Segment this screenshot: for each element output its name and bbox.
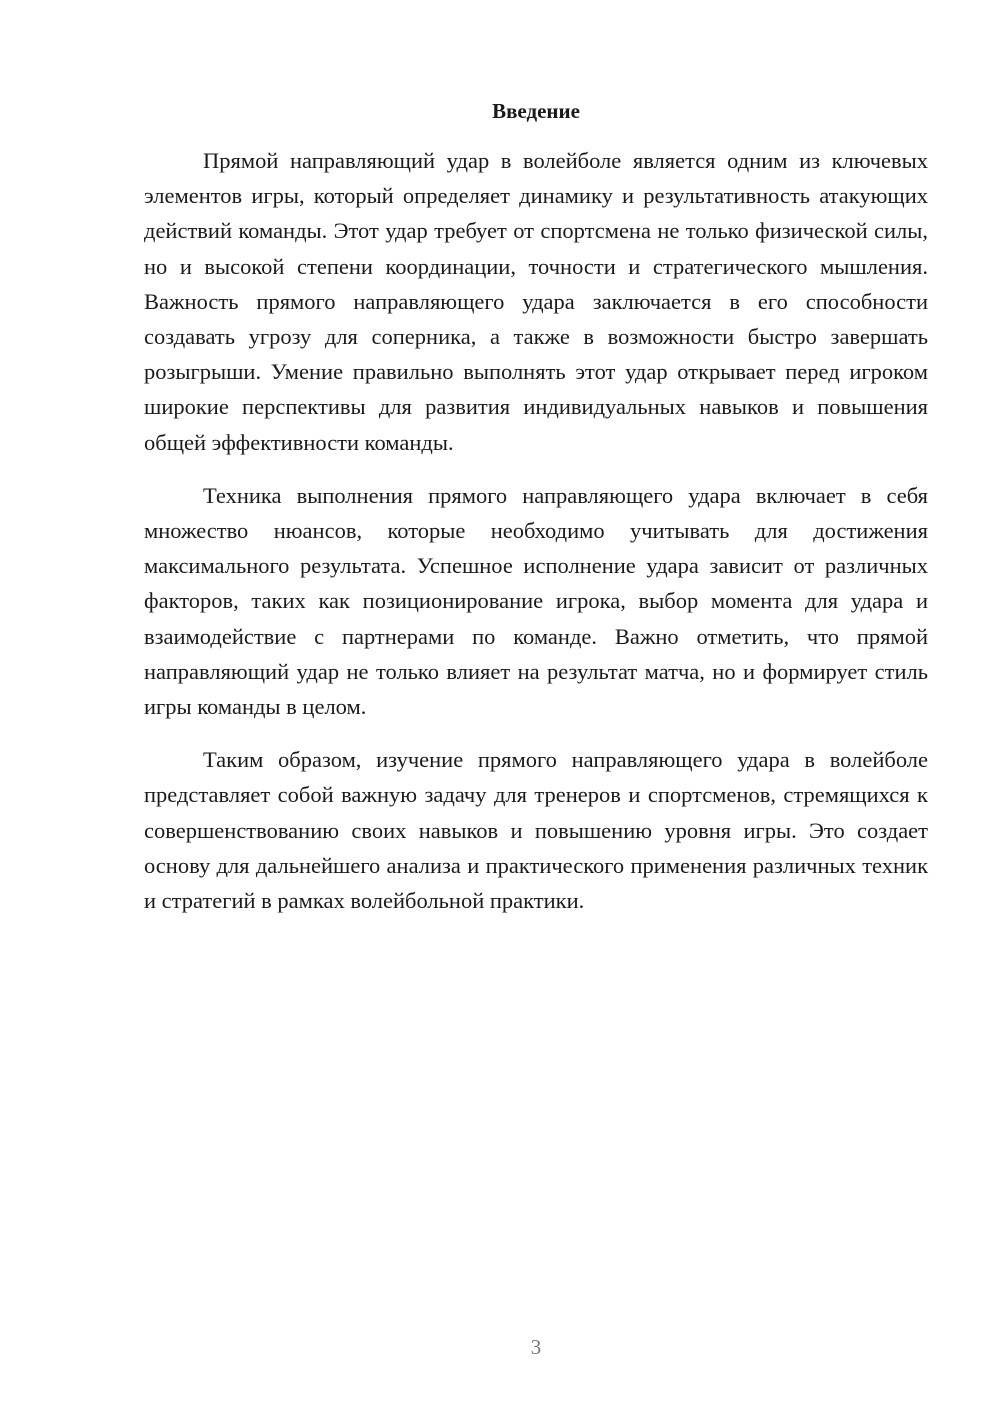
page-title: Введение <box>492 99 580 123</box>
page-number: 3 <box>530 1335 542 1359</box>
document-body <box>144 143 928 936</box>
paragraph-2: Техника выполнения прямого направляющего удара включает в себя множество нюансов, которые необходимо учитывать для достижения максимального результата. Успешное исполнение удара зависит от различных факторов, таких как позиционирование игрока, выбор момента для удара и взаимодействие с партнерами по команде. Важно отметить, что прямой направляющий удар не только влияет на результат матча, но и формирует стиль игры команды в целом. <box>144 482 928 720</box>
paragraph-3: Таким образом, изучение прямого направляющего удара в волейболе представляет собой важную задачу для тренеров и спортсменов, стремящихся к совершенствованию своих навыков и повышению уровня игры. Это создает основу для дальнейшего анализа и практического применения различных техник и стратегий в рамках волейбольной практики. <box>144 747 928 914</box>
paragraph-1: Прямой направляющий удар в волейболе является одним из ключевых элементов игры, который определяет динамику и результативность атакующих действий команды. Этот удар требует от спортсмена не только физической силы, но и высокой степени координации, точности и стратегического мышления. Важность прямого направляющего удара заключается в его способности создавать угрозу для соперника, а также в возможности быстро завершать розыгрыши. Умение правильно выполнять этот удар открывает перед игроком широкие перспективы для развития индивидуальных навыков и повышения общей эффективности команды. <box>144 148 928 455</box>
